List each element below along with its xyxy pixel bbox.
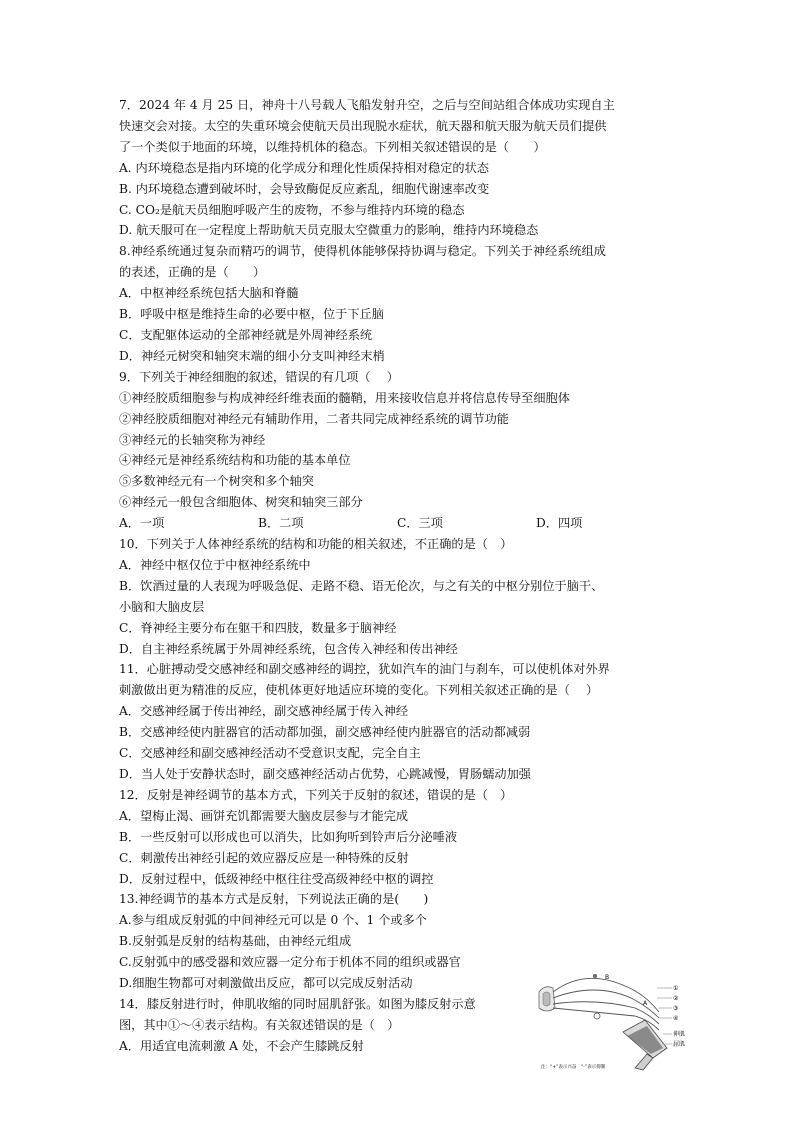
text-line: A．交感神经属于传出神经，副交感神经属于传入神经	[119, 704, 409, 719]
text-line: 7．2024 年 4 月 25 日，神舟十八号载人飞船发射升空，之后与空间站组合体成功实现自主	[119, 98, 615, 112]
text-line: A．神经中枢仅位于中枢神经系统中	[119, 557, 311, 572]
text-line: B．呼吸中枢是维持生命的必要中枢，位于下丘脑	[119, 307, 384, 322]
label-b: B	[605, 974, 610, 981]
text-line: D. 航天服可在一定程度上帮助航天员克服太空微重力的影响，维持内环境稳态	[119, 223, 539, 238]
text-line: 14．膝反射进行时，伸肌收缩的同时屈肌舒张。如图为膝反射示意	[119, 996, 476, 1011]
label-3: ③	[673, 1005, 679, 1012]
text-line: B．饮酒过量的人表现为呼吸急促、走路不稳、语无伦次，与之有关的中枢分别位于脑干、	[119, 578, 604, 593]
text-line: D．当人处于安静状态时，副交感神经活动占优势，心跳减慢，胃肠蠕动加强	[119, 767, 531, 781]
text-line: A．用适宜电流刺激 A 处，不会产生膝跳反射	[119, 1038, 364, 1053]
text-line: 了一个类似于地面的环境，以维持机体的稳态。下列相关叙述错误的是（ ）	[119, 139, 546, 154]
text-line: 13.神经调节的基本方式是反射，下列说法正确的是( )	[119, 892, 429, 907]
text-line: A. 内环境稳态是指内环境的化学成分和理化性质保持相对稳定的状态	[119, 160, 489, 175]
leg-icon	[623, 1020, 667, 1070]
text-line: B. 内环境稳态遭到破坏时，会导致酶促反应紊乱，细胞代谢速率改变	[119, 181, 490, 196]
text-line: C．支配躯体运动的全部神经就是外周神经系统	[119, 327, 373, 342]
text-line: 12．反射是神经调节的基本方式，下列关于反射的叙述，错误的是（ ）	[119, 787, 513, 802]
text-line: D．神经元树突和轴突末端的细小分支叫神经末梢	[119, 348, 385, 363]
text-line: ④神经元是神经系统结构和功能的基本单位	[119, 453, 351, 468]
label-4: ④	[673, 1015, 679, 1022]
label-a: A	[643, 1000, 648, 1007]
text-line: 8.神经系统通过复杂而精巧的调节，使得机体能够保持协调与稳定。下列关于神经系统组成	[119, 244, 606, 259]
text-line: ⑤多数神经元有一个树突和多个轴突	[119, 474, 314, 489]
text-line: A.参与组成反射弧的中间神经元可以是 0 个、1 个或多个	[119, 913, 427, 928]
text-line: C．交感神经和副交感神经活动不受意识支配，完全自主	[119, 746, 421, 761]
label-flexor: 屈肌	[673, 1041, 686, 1048]
label-extensor: 伸肌	[673, 1031, 686, 1038]
label-2: ②	[673, 995, 679, 1002]
text-line: ⑥神经元一般包含细胞体、树突和轴突三部分	[119, 495, 363, 510]
q9-options	[119, 513, 689, 534]
text-line: 小脑和大脑皮层	[119, 599, 205, 614]
figure-note: 注：“+”表示兴奋 “-”表示抑制	[541, 1065, 606, 1070]
text-line: ②神经胶质细胞对神经元有辅助作用，二者共同完成神经系统的调节功能	[119, 411, 509, 426]
text-line: 10．下列关于人体神经系统的结构和功能的相关叙述，不正确的是（ ）	[119, 537, 513, 552]
text-line: C. CO₂是航天员细胞呼吸产生的废物，不参与维持内环境的稳态	[119, 202, 465, 217]
q9-option-b: B．二项	[258, 516, 304, 531]
text-line: ③神经元的长轴突称为神经	[119, 432, 266, 447]
text-line: 9．下列关于神经细胞的叙述，错误的有几项（ ）	[119, 369, 399, 384]
text-line: 刺激做出更为精准的反应，使机体更好地适应环境的变化。下列相关叙述正确的是（ ）	[119, 683, 599, 698]
text-line: B．交感神经使内脏器官的活动都加强，副交感神经使内脏器官的活动都减弱	[119, 725, 531, 740]
text-line: 11．心脏搏动受交感神经和副交感神经的调控，犹如汽车的油门与刹车，可以使机体对外界	[119, 662, 610, 677]
text-line: A．中枢神经系统包括大脑和脊髓	[119, 286, 299, 301]
text-line: D.细胞生物都可对刺激做出反应，都可以完成反射活动	[119, 976, 413, 991]
q9-option-d: D．四项	[536, 516, 583, 531]
text-line: D．反射过程中，低级神经中枢往往受高级神经中枢的调控	[119, 871, 434, 886]
text-line: C．刺激传出神经引起的效应器反应是一种特殊的反射	[119, 850, 409, 865]
text-line: D．自主神经系统属于外周神经系统，包含传入神经和传出神经	[119, 641, 458, 656]
text-line: A．望梅止渴、画饼充饥都需要大脑皮层参与才能完成	[119, 808, 409, 823]
text-line: C．脊神经主要分布在躯干和四肢，数量多于脑神经	[119, 620, 397, 635]
label-1: ①	[673, 985, 679, 992]
spinal-cord-icon	[539, 987, 555, 1011]
text-line: 的表述，正确的是（ ）	[119, 265, 266, 280]
text-line: 图，其中①～④表示结构。有关叙述错误的是（ ）	[119, 1017, 400, 1032]
text-line: C.反射弧中的感受器和效应器一定分布于机体不同的组织或器官	[119, 955, 461, 970]
knee-reflex-diagram	[535, 972, 687, 1072]
q9-option-c: C．三项	[397, 516, 443, 531]
question-text	[119, 95, 689, 1057]
text-line: B．一些反射可以形成也可以消失，比如狗听到铃声后分泌唾液	[119, 829, 458, 844]
text-line: B.反射弧是反射的结构基础，由神经元组成	[119, 934, 352, 949]
text-line: ①神经胶质细胞参与构成神经纤维表面的髓鞘，用来接收信息并将信息传导至细胞体	[119, 390, 570, 405]
text-line: 快速交会对接。太空的失重环境会使航天员出现脱水症状，航天器和航天服为航天员们提供	[119, 118, 607, 133]
q9-option-a: A．一项	[119, 516, 165, 531]
